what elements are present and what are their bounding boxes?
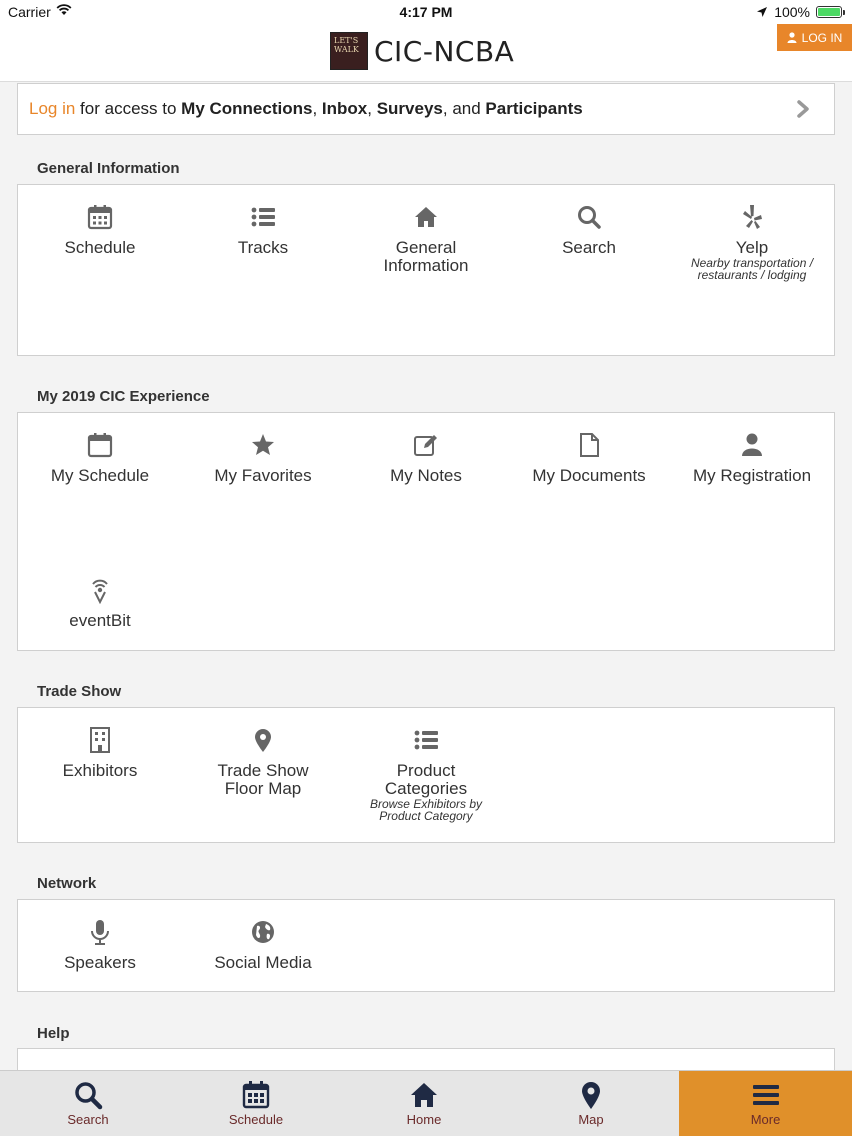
- section-title-experience: My 2019 CIC Experience: [37, 388, 210, 405]
- section-title-help: Help: [37, 1025, 70, 1042]
- tile-label: Speakers: [64, 953, 136, 972]
- tile-tracks[interactable]: [181, 203, 345, 257]
- tile-label: My Notes: [390, 466, 462, 485]
- calendar-icon: [86, 203, 114, 231]
- panel-network: [17, 899, 835, 992]
- bottom-nav: [0, 1070, 852, 1136]
- building-icon: [86, 726, 114, 754]
- tile-label: Product Categories: [384, 761, 468, 798]
- banner-participants: Participants: [485, 99, 583, 118]
- tile-general-information[interactable]: [344, 203, 508, 275]
- panel-experience: [17, 412, 835, 651]
- banner-text: for access to: [75, 99, 182, 118]
- user-icon: [738, 431, 766, 459]
- tile-label: Social Media: [214, 953, 312, 972]
- map-pin-icon: [576, 1080, 606, 1110]
- banner-sep: ,: [312, 99, 322, 118]
- calendar-outline-icon: [86, 431, 114, 459]
- tile-social-media[interactable]: [181, 918, 345, 972]
- star-icon: [249, 431, 277, 459]
- nav-label: Map: [578, 1112, 604, 1127]
- status-bar: [0, 0, 852, 24]
- login-banner[interactable]: [17, 83, 835, 135]
- tile-label: My Registration: [692, 466, 812, 485]
- search-icon: [575, 203, 603, 231]
- tile-label: Tracks: [237, 238, 289, 257]
- document-icon: [575, 431, 603, 459]
- banner-inbox: Inbox: [321, 99, 368, 118]
- menu-icon: [751, 1080, 781, 1110]
- section-title-tradeshow: Trade Show: [37, 683, 122, 700]
- status-right: [756, 4, 842, 20]
- section-title-network: Network: [37, 875, 97, 892]
- tile-sublabel: Nearby transportation / restaurants / lodging: [690, 256, 814, 282]
- yelp-icon: [738, 203, 766, 231]
- tile-exhibitors[interactable]: [18, 726, 182, 780]
- banner-connections: My Connections: [181, 99, 313, 118]
- section-title-general: General Information: [37, 160, 180, 177]
- tile-label: My Schedule: [50, 466, 150, 485]
- banner-login-link[interactable]: Log in: [29, 99, 76, 118]
- nav-search[interactable]: [4, 1071, 172, 1136]
- list-icon: [412, 726, 440, 754]
- tile-product-categories[interactable]: [344, 726, 508, 822]
- tile-my-registration[interactable]: [670, 431, 834, 485]
- tile-schedule[interactable]: [18, 203, 182, 257]
- tile-my-schedule[interactable]: [18, 431, 182, 485]
- tile-my-notes[interactable]: [344, 431, 508, 485]
- calendar-icon: [241, 1080, 271, 1110]
- battery-icon: [816, 6, 842, 18]
- carrier-label: Carrier: [8, 4, 51, 20]
- nav-home[interactable]: [340, 1071, 508, 1136]
- eventbit-icon: [86, 576, 114, 604]
- tile-label: General Information: [383, 238, 469, 275]
- microphone-icon: [86, 918, 114, 946]
- app-logo: LET'S WALK: [330, 32, 368, 70]
- app-title: CIC-NCBA: [374, 34, 515, 68]
- nav-label: Search: [67, 1112, 109, 1127]
- panel-tradeshow: [17, 707, 835, 843]
- clock: 4:17 PM: [399, 4, 453, 20]
- location-arrow-icon: [756, 6, 768, 18]
- home-icon: [409, 1080, 439, 1110]
- nav-map[interactable]: [507, 1071, 675, 1136]
- banner-sep: , and: [442, 99, 486, 118]
- chevron-right-icon: [796, 100, 810, 118]
- home-icon: [412, 203, 440, 231]
- tile-label: My Documents: [532, 466, 646, 485]
- nav-label: Schedule: [228, 1112, 284, 1127]
- edit-icon: [412, 431, 440, 459]
- banner-surveys: Surveys: [376, 99, 443, 118]
- tile-yelp[interactable]: [670, 203, 834, 281]
- app-header: [0, 24, 852, 82]
- tile-label: Search: [562, 238, 616, 257]
- tile-label: Exhibitors: [62, 761, 138, 780]
- tile-my-documents[interactable]: [507, 431, 671, 485]
- tile-label: eventBit: [69, 611, 131, 630]
- map-pin-icon: [249, 726, 277, 754]
- user-icon: [787, 32, 797, 43]
- tile-floor-map[interactable]: [181, 726, 345, 798]
- panel-general: [17, 184, 835, 356]
- battery-percent: 100%: [774, 4, 810, 20]
- tile-my-favorites[interactable]: [181, 431, 345, 485]
- nav-more[interactable]: [679, 1071, 852, 1136]
- tile-label: Schedule: [64, 238, 136, 257]
- nav-label: Home: [406, 1112, 442, 1127]
- tile-label: Trade Show Floor Map: [217, 761, 309, 798]
- nav-label: More: [750, 1112, 781, 1127]
- tile-label: My Favorites: [214, 466, 312, 485]
- tile-search[interactable]: [507, 203, 671, 257]
- login-button-label: LOG IN: [801, 30, 843, 45]
- tile-speakers[interactable]: [18, 918, 182, 972]
- tile-sublabel: Browse Exhibitors by Product Category: [369, 797, 483, 823]
- globe-icon: [249, 918, 277, 946]
- brand: [330, 32, 514, 70]
- banner-sep: ,: [367, 99, 377, 118]
- nav-schedule[interactable]: [172, 1071, 340, 1136]
- login-button[interactable]: [777, 24, 852, 51]
- tile-eventbit[interactable]: [18, 576, 182, 630]
- tile-label: Yelp: [735, 238, 769, 257]
- search-icon: [73, 1080, 103, 1110]
- list-icon: [249, 203, 277, 231]
